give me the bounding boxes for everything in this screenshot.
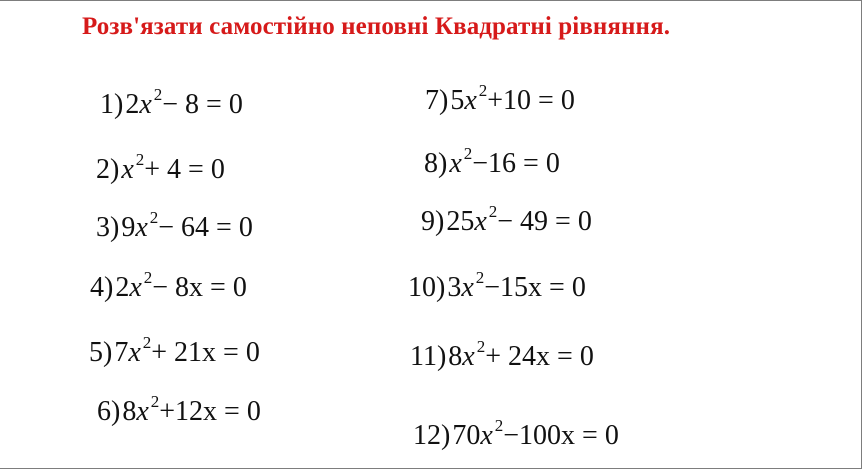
equation-number: 5) bbox=[89, 337, 113, 368]
equation-5 bbox=[89, 333, 260, 368]
equation-1 bbox=[100, 85, 243, 120]
equation-4 bbox=[90, 268, 247, 303]
equation-variable: x bbox=[474, 206, 487, 237]
equation-rest: + 24x = 0 bbox=[485, 341, 594, 372]
equation-variable: x bbox=[449, 148, 462, 179]
equation-number: 11) bbox=[410, 341, 447, 372]
equation-3 bbox=[96, 208, 253, 243]
equation-variable: x bbox=[129, 272, 142, 303]
equation-coefficient: 3 bbox=[447, 272, 462, 303]
equation-rest: + 4 = 0 bbox=[144, 154, 225, 185]
equation-coefficient: 8 bbox=[122, 396, 137, 427]
equation-coefficient: 70 bbox=[452, 420, 481, 451]
equation-exponent: 2 bbox=[143, 268, 153, 287]
equation-number: 6) bbox=[97, 396, 121, 427]
equation-exponent: 2 bbox=[478, 81, 488, 100]
equation-coefficient: 5 bbox=[450, 85, 465, 116]
equation-10 bbox=[408, 268, 586, 303]
equation-number: 3) bbox=[96, 212, 120, 243]
equation-variable: x bbox=[461, 272, 474, 303]
equation-coefficient: 8 bbox=[448, 341, 463, 372]
equation-rest: +12x = 0 bbox=[159, 396, 261, 427]
equation-number: 8) bbox=[424, 148, 448, 179]
equation-9 bbox=[421, 202, 592, 237]
equation-exponent: 2 bbox=[463, 144, 473, 163]
equation-coefficient: 25 bbox=[446, 206, 475, 237]
equation-exponent: 2 bbox=[475, 268, 485, 287]
equation-exponent: 2 bbox=[142, 333, 152, 352]
equation-exponent: 2 bbox=[494, 416, 504, 435]
equation-coefficient: 2 bbox=[115, 272, 130, 303]
equation-rest: + 21x = 0 bbox=[151, 337, 260, 368]
equation-2 bbox=[96, 150, 225, 185]
equation-exponent: 2 bbox=[149, 208, 159, 227]
equation-exponent: 2 bbox=[488, 202, 498, 221]
equation-number: 2) bbox=[96, 154, 120, 185]
equation-variable: x bbox=[462, 341, 475, 372]
equation-8 bbox=[424, 144, 560, 179]
equation-exponent: 2 bbox=[476, 337, 486, 356]
equation-rest: −15x = 0 bbox=[484, 272, 586, 303]
equation-11 bbox=[410, 337, 594, 372]
equation-variable: x bbox=[135, 212, 148, 243]
equation-coefficient: 9 bbox=[121, 212, 136, 243]
equation-coefficient: 2 bbox=[125, 89, 140, 120]
equation-number: 10) bbox=[408, 272, 446, 303]
equation-rest: − 8 = 0 bbox=[162, 89, 243, 120]
equation-rest: − 8x = 0 bbox=[152, 272, 247, 303]
equation-number: 9) bbox=[421, 206, 445, 237]
equation-exponent: 2 bbox=[135, 150, 145, 169]
equation-exponent: 2 bbox=[150, 392, 160, 411]
equation-number: 7) bbox=[425, 85, 449, 116]
equation-variable: x bbox=[121, 154, 134, 185]
equation-coefficient: 7 bbox=[114, 337, 129, 368]
equation-12 bbox=[413, 416, 619, 451]
equation-variable: x bbox=[136, 396, 149, 427]
equation-rest: −16 = 0 bbox=[472, 148, 560, 179]
page-title: Розв'язати самостійно неповні Квадратні рівняння. bbox=[82, 13, 671, 40]
equation-exponent: 2 bbox=[153, 85, 163, 104]
equation-variable: x bbox=[139, 89, 152, 120]
equation-rest: −100x = 0 bbox=[503, 420, 619, 451]
equation-variable: x bbox=[128, 337, 141, 368]
equation-variable: x bbox=[464, 85, 477, 116]
equation-number: 12) bbox=[413, 420, 451, 451]
equation-variable: x bbox=[480, 420, 493, 451]
equation-7 bbox=[425, 81, 575, 116]
equation-number: 4) bbox=[90, 272, 114, 303]
equation-rest: − 49 = 0 bbox=[497, 206, 592, 237]
equation-rest: − 64 = 0 bbox=[158, 212, 253, 243]
equation-rest: +10 = 0 bbox=[487, 85, 575, 116]
equation-6 bbox=[97, 392, 261, 427]
equation-number: 1) bbox=[100, 89, 124, 120]
